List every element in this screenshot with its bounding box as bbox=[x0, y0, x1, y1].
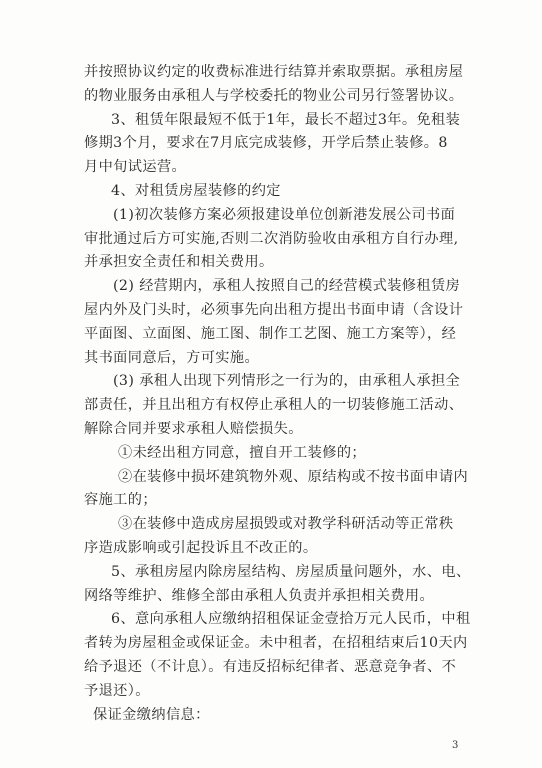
list-item: ②在装修中损坏建筑物外观、原结构或不按书面申请内 bbox=[118, 468, 469, 485]
list-item: ①未经出租方同意，擅自开工装修的； bbox=[118, 444, 366, 461]
list-item: ③在装修中造成房屋损毁或对教学科研活动等正常秩 bbox=[118, 516, 454, 533]
text-line: 5、承租房屋内除房屋结构、房屋质量问题外，水、电、 bbox=[111, 563, 471, 580]
text-line: (2) 经营期内，承租人按照自己的经营模式装修租赁房 bbox=[113, 278, 461, 295]
text-line: 屋内外及门头时，必须事先向出租方提出书面申请（含设计 bbox=[84, 302, 464, 318]
text-line: 容施工的； bbox=[84, 492, 157, 509]
text-line: 3、租赁年限最短不低于1年，最长不超过3年。免租装 bbox=[111, 111, 461, 128]
text-line: 6、意向承租人应缴纳招租保证金壹拾万元人民币，中租 bbox=[111, 611, 471, 628]
text-line: 予退还）。 bbox=[84, 682, 150, 699]
text-line: 修期3个月，要求在7月底完成装修，开学后禁止装修。8 bbox=[84, 135, 448, 152]
text-line: 序造成影响或引起投诉且不改正的。 bbox=[84, 540, 318, 556]
text-line: 其书面同意后，方可实施。 bbox=[84, 349, 260, 366]
text-line: 平面图、立面图、施工图、制作工艺图、施工方案等），经 bbox=[84, 325, 457, 342]
text-line: 并按照协议约定的收费标准进行结算并索取票据。承租房屋 bbox=[84, 64, 464, 80]
text-line: (1)初次装修方案必须报建设单位创新港发展公司书面 bbox=[113, 206, 456, 223]
text-line: 解除合同并要求承租人赔偿损失。 bbox=[84, 421, 303, 437]
text-line: 月中旬试运营。 bbox=[84, 159, 187, 176]
text-line: 审批通过后方可实施,否则二次消防验收由承租方自行办理, bbox=[84, 230, 459, 247]
section-heading: 4、对租赁房屋装修的约定 bbox=[111, 183, 281, 199]
page-number: 3 bbox=[452, 740, 459, 751]
text-line: 给予退还（不计息）。有违反招标纪律者、恶意竞争者、不 bbox=[84, 659, 457, 675]
text-line: (3) 承租人出现下列情形之一行为的，由承租人承担全 bbox=[113, 373, 461, 390]
text-line: 者转为房屋租金或保证金。未中租者，在招租结束后10天内 bbox=[84, 635, 468, 652]
text-line: 并承担安全责任和相关费用。 bbox=[84, 254, 274, 271]
text-line: 网络等维护、维修全部由承租人负责并承担相关费用。 bbox=[84, 587, 435, 604]
text-line: 保证金缴纳信息： bbox=[93, 706, 210, 723]
text-line: 的物业服务由承租人与学校委托的物业公司另行签署协议。 bbox=[84, 87, 464, 104]
text-line: 部责任，并且出租方有权停止承租人的一切装修施工活动、 bbox=[84, 397, 464, 414]
